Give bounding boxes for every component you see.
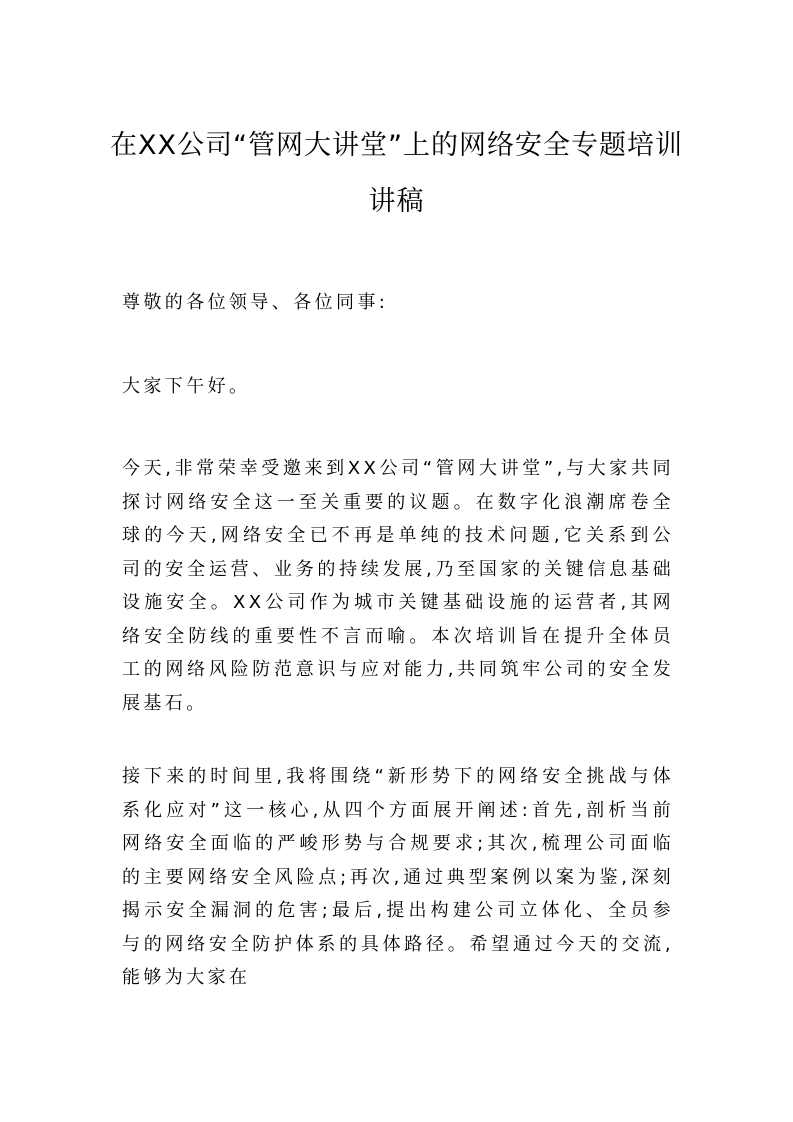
greeting-paragraph: 尊敬的各位领导、各位同事:	[122, 292, 389, 313]
outline-paragraph: 接下来的时间里,我将围绕“新形势下的网络安全挑战与体系化应对”这一核心,从四个方面展开阐述:首先,剖析当前网络安全面临的严峻形势与合规要求;其次,梳理公司面临的主要网络安全风险点;再次,通过典型案例以案为鉴,深刻揭示安全漏洞的危害;最后,提出构建公司立体化、全员参与的网络安全防护体系的具体路径。希望通过今天的交流,能够为大家在	[122, 766, 674, 988]
document-title: 在XX公司“管网大讲堂”上的网络安全专题培训讲稿	[110, 130, 683, 217]
salutation-paragraph: 大家下午好。	[122, 376, 251, 397]
intro-paragraph: 今天,非常荣幸受邀来到XX公司“管网大讲堂”,与大家共同探讨网络安全这一至关重要的议题。在数字化浪潮席卷全球的今天,网络安全已不再是单纯的技术问题,它关系到公司的安全运营、业务的持续发展,乃至国家的关键信息基础设施安全。XX公司作为城市关键基础设施的运营者,其网络安全防线的重要性不言而喻。本次培训旨在提升全体员工的网络风险防范意识与应对能力,共同筑牢公司的安全发展基石。	[122, 458, 674, 714]
